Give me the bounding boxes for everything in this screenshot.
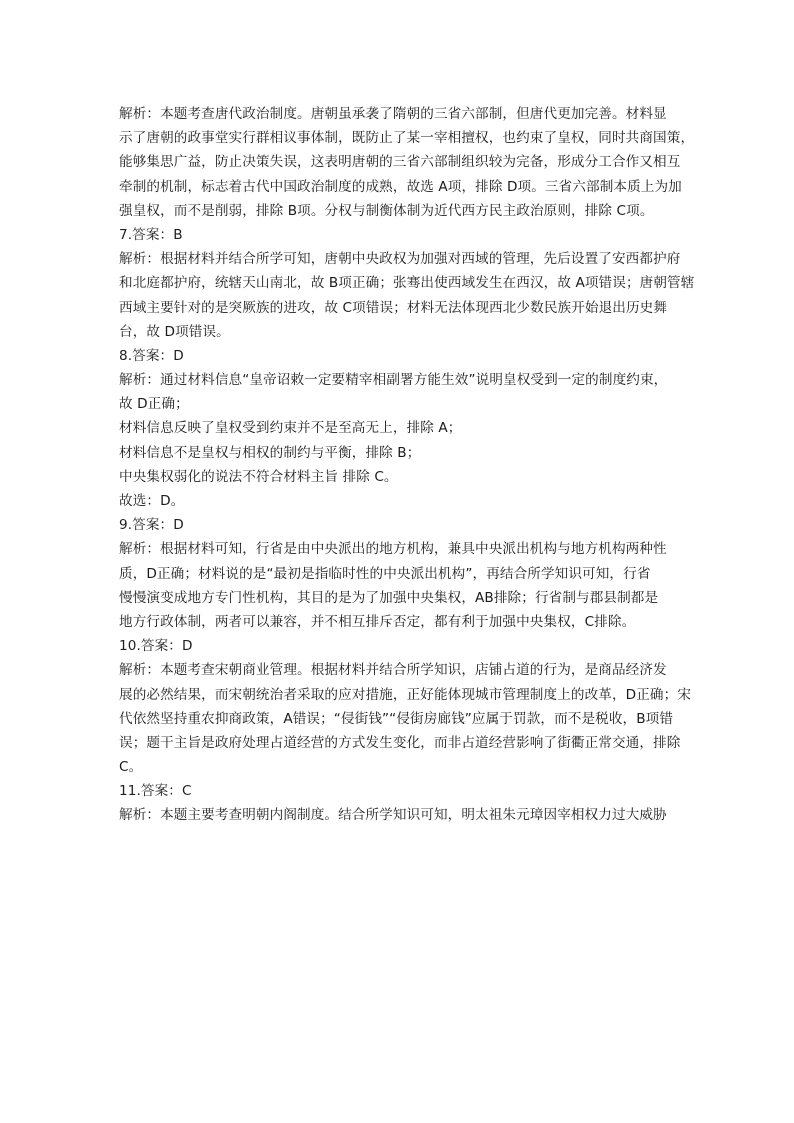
document-body [119,102,695,828]
text-line: 解析：根据材料并结合所学可知，唐朝中央政权为加强对西域的管理，先后设置了安西都护府 [119,251,681,268]
text-line: 牵制的机制，标志着古代中国政治制度的成熟，故选 A项，排除 D项。三省六部制本质上为加 [119,178,682,195]
text-line: 示了唐朝的政事堂实行群相议事体制，既防止了某一宰相擅权，也约束了皇权，同时共商国策， [119,130,695,147]
text-line: 展的必然结果，而宋朝统治者采取的应对措施，正好能体现城市管理制度上的改革，D正确；宋 [119,686,692,703]
text-line: 材料信息反映了皇权受到约束并不是至高无上，排除 A； [119,420,462,437]
text-line: 能够集思广益，防止决策失误，这表明唐朝的三省六部制组织较为完备，形成分工合作又相互 [119,154,681,171]
answer-heading: 10.答案：D [119,638,193,655]
text-line: 材料信息不是皇权与相权的制约与平衡，排除 B； [119,444,421,461]
text-line: 误；题干主旨是政府处理占道经营的方式发生变化，而非占道经营影响了街衢正常交通，排除 [119,734,681,751]
text-line: 解析：通过材料信息“皇帝诏敕一定要精宰相副署方能生效”说明皇权受到一定的制度约束， [119,372,668,389]
answer-heading: 8.答案：D [119,347,184,364]
text-line: 中央集权弱化的说法不符合材料主旨 排除 C。 [119,468,398,485]
text-line: 西域主要针对的是突厥族的进攻，故 C项错误；材料无法体现西北少数民族开始退出历史舞 [119,299,668,316]
answer-heading: 9.答案：D [119,517,184,534]
text-line: 和北庭都护府，统辖天山南北，故 B项正确；张骞出使西域发生在西汉，故 A项错误；唐朝管辖 [119,275,695,292]
text-line: 代依然坚持重农抑商政策，A错误；“侵街钱”“侵街房廊钱”应属于罚款，而不是税收，B项错 [119,710,674,727]
text-line: 台，故 D项错误。 [119,323,230,340]
text-line: 解析：本题考查宋朝商业管理。根据材料并结合所学知识，店铺占道的行为，是商品经济发 [119,662,667,679]
answer-heading: 7.答案：B [119,226,183,243]
text-line: 强皇权，而不是削弱，排除 B项。分权与制衡体制为近代西方民主政治原则，排除 C项。 [119,202,654,219]
text-line: 解析：根据材料可知，行省是由中央派出的地方机构，兼具中央派出机构与地方机构两种性 [119,541,667,558]
text-line: 质，D正确；材料说的是“最初是指临时性的中央派出机构”，再结合所学知识可知，行省 [119,565,651,582]
text-line: 地方行政体制，两者可以兼容，并不相互排斥否定，都有利于加强中央集权，C排除。 [119,613,636,630]
text-line: 故选：D。 [119,493,185,509]
text-line: C。 [119,759,143,776]
text-line: 解析：本题考查唐代政治制度。唐朝虽承袭了隋朝的三省六部制，但唐代更加完善。材料显 [119,106,667,122]
text-line: 解析：本题主要考查明朝内阁制度。结合所学知识可知，明太祖朱元璋因宰相权力过大威胁 [119,807,667,824]
text-line: 故 D正确； [119,396,189,413]
text-line: 慢慢演变成地方专门性机构，其目的是为了加强中央集权，AB排除；行省制与郡县制都是 [119,589,659,606]
answer-heading: 11.答案：C [119,783,192,800]
